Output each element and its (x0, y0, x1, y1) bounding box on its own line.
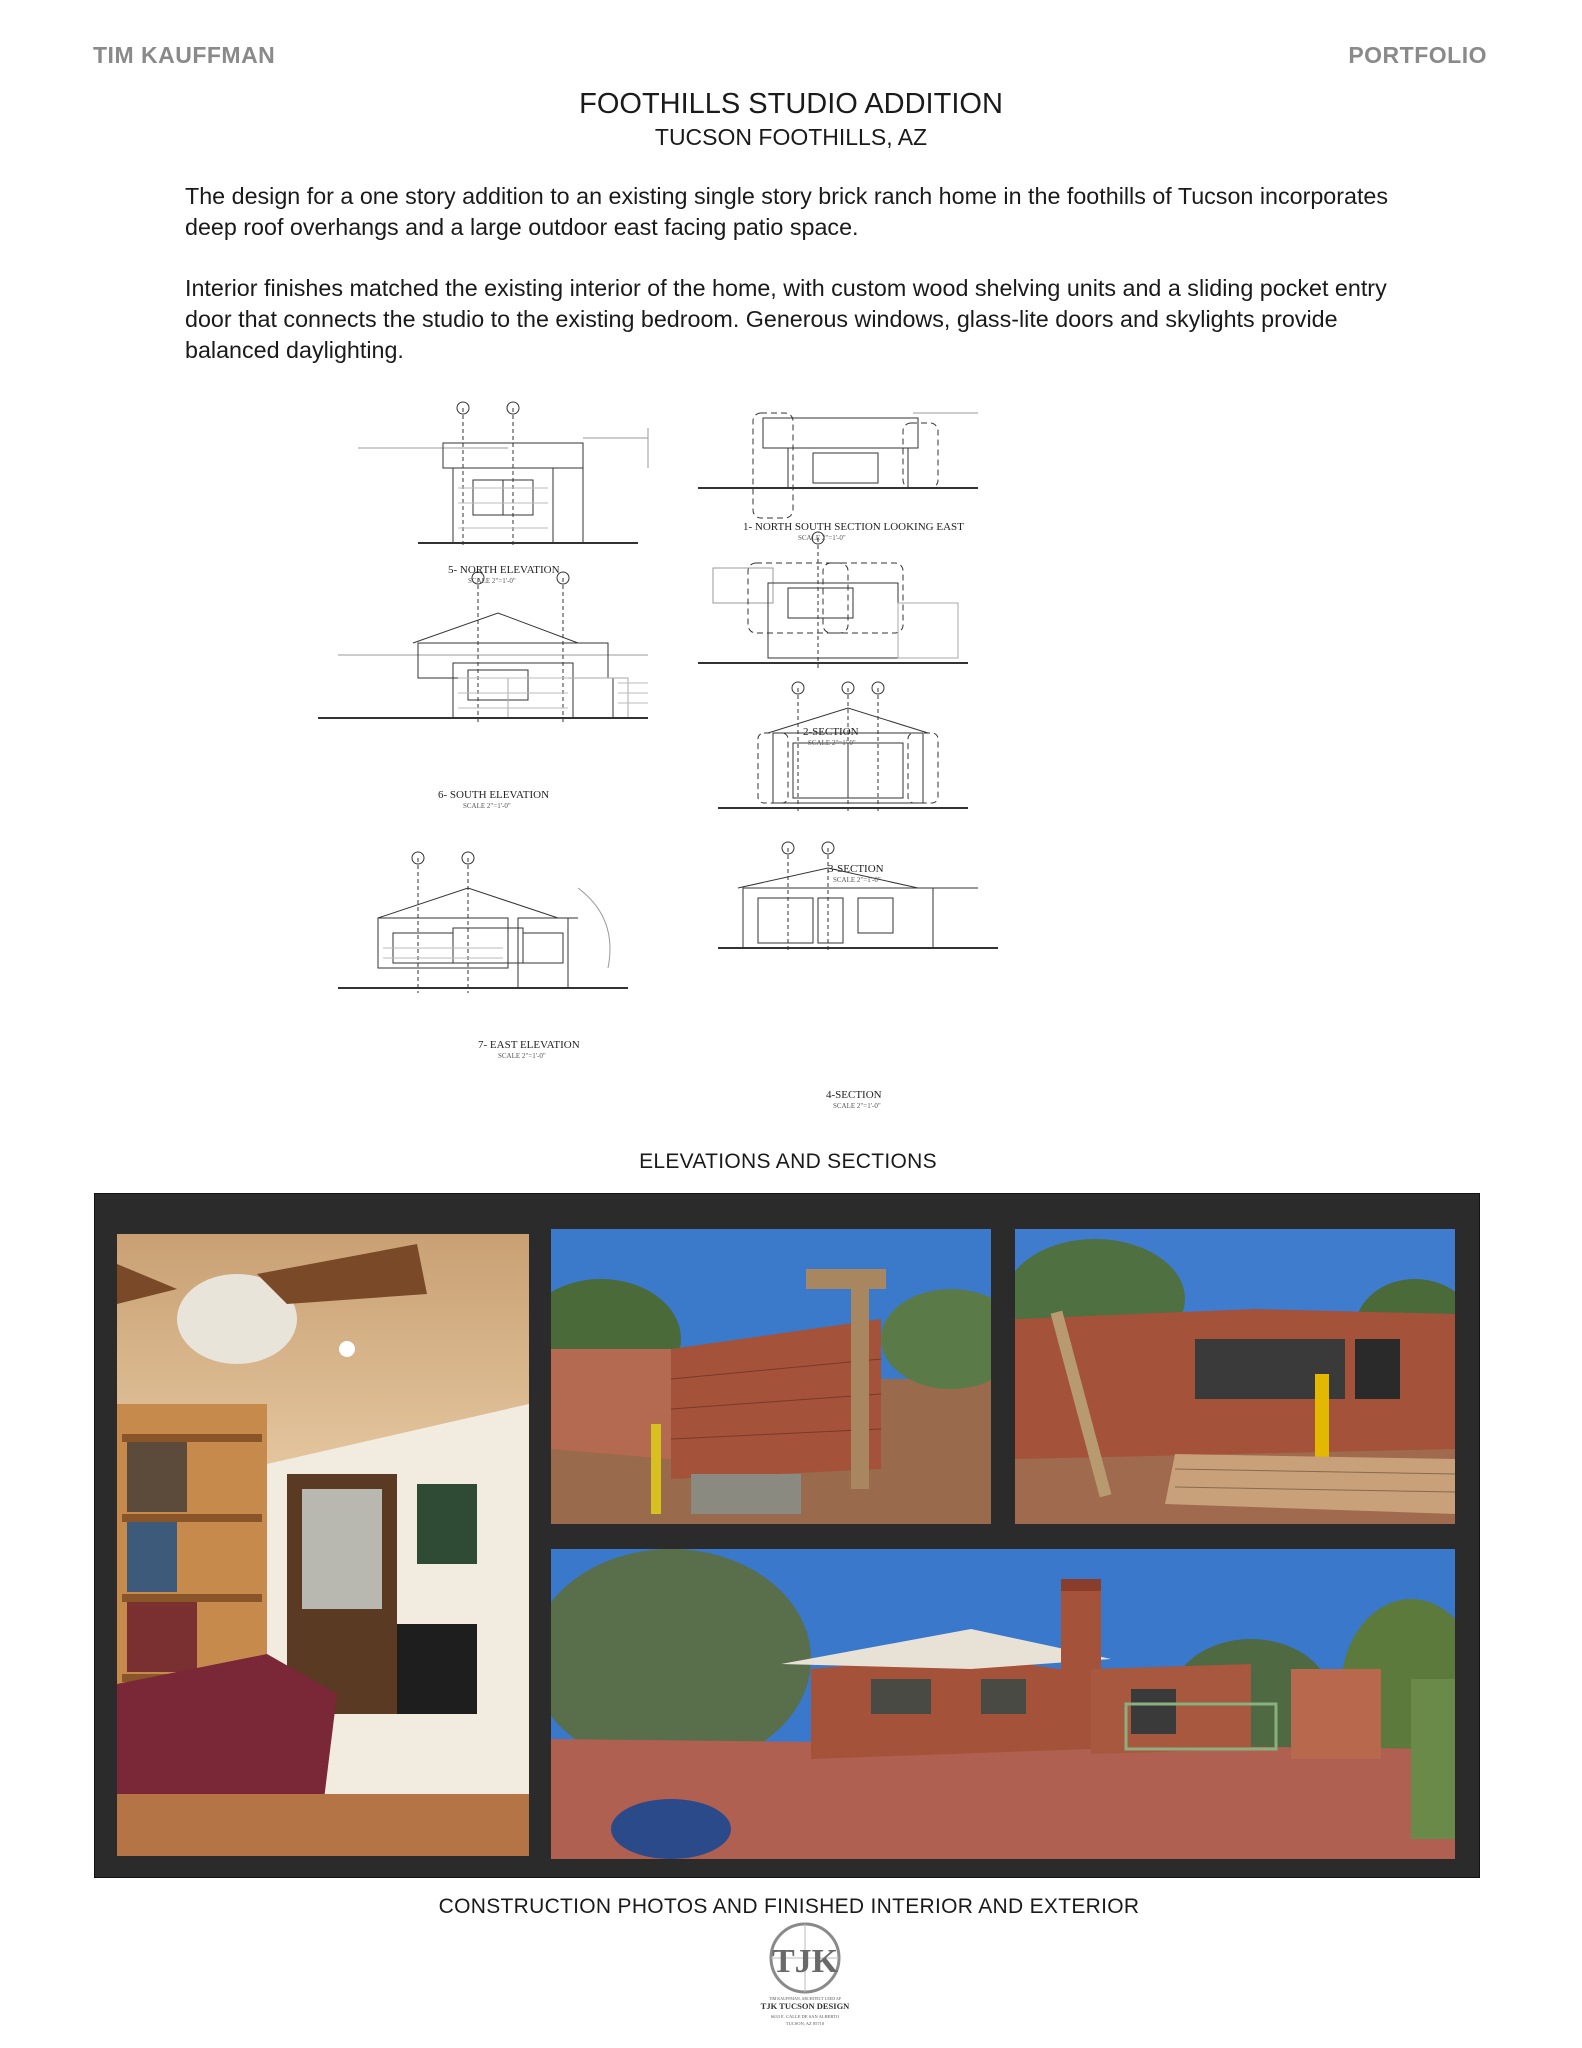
label-south-elevation: 6- SOUTH ELEVATION (438, 789, 550, 801)
drawings-caption: ELEVATIONS AND SECTIONS (639, 1150, 937, 1173)
photos-caption: CONSTRUCTION PHOTOS AND FINISHED INTERIOR AND EXTERIOR (438, 1895, 1140, 1918)
construction-photo-2 (1015, 1229, 1455, 1524)
label-section-1: 1- NORTH SOUTH SECTION LOOKING EAST (743, 521, 964, 533)
south-elevation-drawing (318, 572, 648, 723)
scale-section-4: SCALE 2"=1'-0" (833, 1102, 881, 1110)
label-section-3: 3-SECTION (828, 863, 884, 875)
logo-line-2: 6633 E. CALLE DE SAN ALBERTO (770, 2014, 840, 2019)
page-title: FOOTHILLS STUDIO ADDITION (579, 88, 1003, 120)
section-4-drawing (718, 842, 998, 953)
photo-panel (94, 1193, 1480, 1878)
page-subtitle: TUCSON FOOTHILLS, AZ (654, 124, 928, 150)
interior-photo (117, 1234, 529, 1856)
east-elevation-drawing (338, 852, 628, 993)
tjk-tucson-design-logo (755, 1918, 855, 2033)
label-section-4: 4-SECTION (826, 1089, 882, 1101)
description-paragraph-2: Interior finishes matched the existing interior of the home, with custom wood shelving units and a sliding pocket entry door that connects the studio to the existing bedroom. Generous windows, glass-lite doors and skylights provide balanced daylighting. (185, 275, 1387, 363)
north-elevation-drawing (318, 388, 648, 548)
elevations-and-sections-drawings (318, 388, 1278, 1128)
label-section-2: 2-SECTION (803, 726, 859, 738)
scale-north-elevation: SCALE 2"=1'-0" (468, 577, 516, 585)
portfolio-label: PORTFOLIO (1348, 42, 1487, 68)
scale-south-elevation: SCALE 2"=1'-0" (463, 802, 511, 810)
logo-name: TJK TUCSON DESIGN (760, 2001, 850, 2011)
label-east-elevation: 7- EAST ELEVATION (478, 1039, 580, 1051)
logo-mark: TJK (771, 1943, 839, 1980)
author-name: TIM KAUFFMAN (93, 42, 276, 68)
north-south-section-drawing (698, 413, 978, 518)
section-2-drawing (698, 532, 968, 668)
scale-section-1: SCALE 2"=1'-0" (798, 534, 846, 542)
scale-section-2: SCALE 2"=1'-0" (808, 739, 856, 747)
logo-line-1: TIM KAUFFMAN, ARCHITECT LEED AP (768, 1996, 842, 2001)
construction-photo-1 (551, 1229, 991, 1524)
label-north-elevation: 5- NORTH ELEVATION (448, 564, 560, 576)
description-paragraph-1: The design for a one story addition to an existing single story brick ranch home in the foothills of Tucson incorporates deep roof overhangs and a large outdoor east facing patio space. (185, 183, 1389, 240)
scale-east-elevation: SCALE 2"=1'-0" (498, 1052, 546, 1060)
finished-exterior-panorama (551, 1549, 1455, 1859)
scale-section-3: SCALE 2"=1'-0" (833, 876, 881, 884)
logo-line-3: TUCSON, AZ 85710 (785, 2021, 825, 2026)
section-3-drawing (718, 682, 968, 813)
